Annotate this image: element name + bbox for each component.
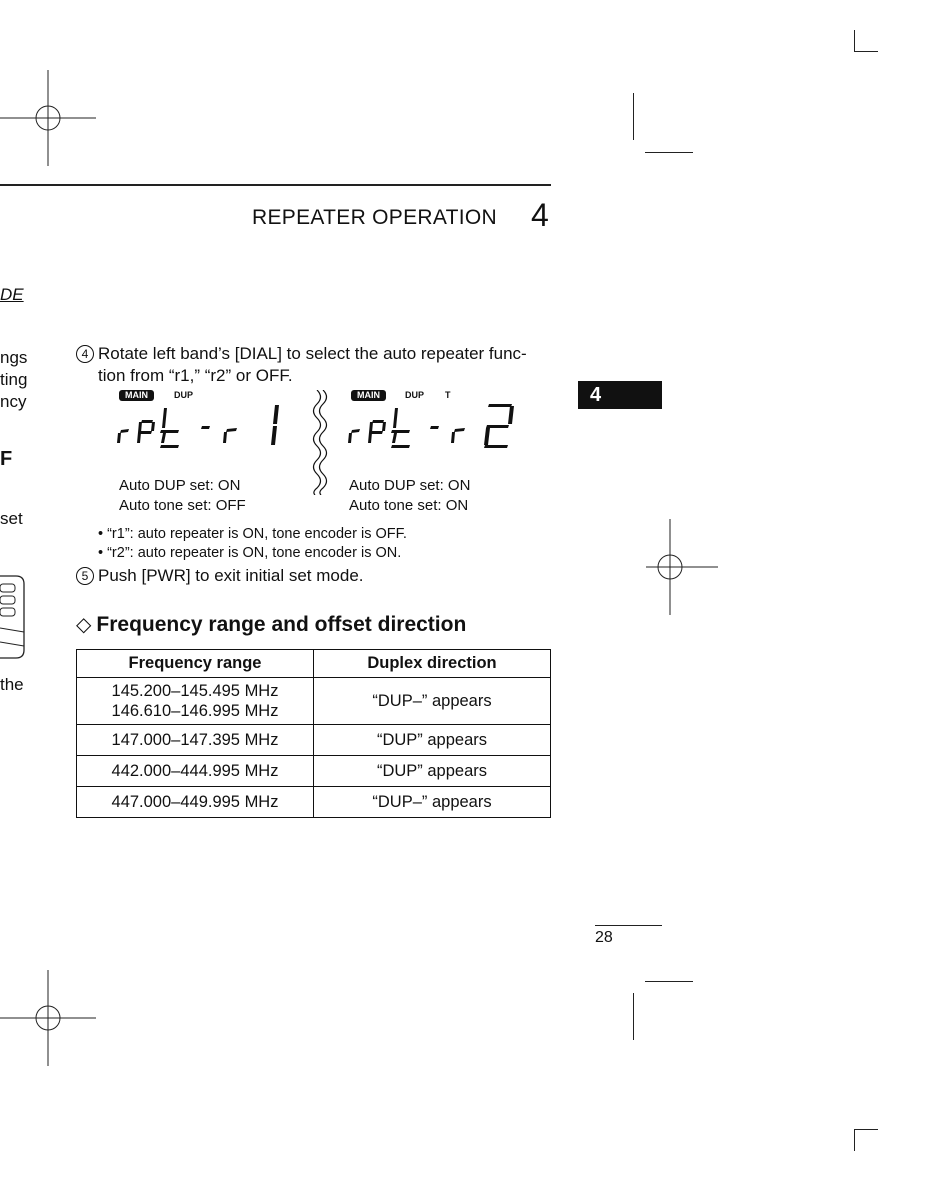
note-item: • “r2”: auto repeater is ON, tone encoder is ON. xyxy=(98,545,402,561)
radio-illustration xyxy=(0,572,28,662)
column-header: Frequency range xyxy=(77,650,314,678)
caption-line: Auto tone set: ON xyxy=(349,497,469,514)
crop-mark xyxy=(633,993,634,1040)
table-row xyxy=(77,787,551,818)
step-number: 5 xyxy=(76,567,94,585)
frequency-table xyxy=(76,649,551,818)
table-row xyxy=(77,678,551,725)
display-caption xyxy=(119,476,246,516)
note-item: • “r1”: auto repeater is ON, tone encoder is OFF. xyxy=(98,526,407,542)
chapter-tab: 4 xyxy=(578,381,662,409)
header-rule xyxy=(0,184,551,186)
table-row xyxy=(77,725,551,756)
column-header: Duplex direction xyxy=(314,650,551,678)
cut-text: the xyxy=(0,675,24,694)
tone-indicator: T xyxy=(445,390,451,400)
separator-wave xyxy=(312,390,332,495)
main-indicator: MAIN xyxy=(119,390,154,401)
dup-indicator: DUP xyxy=(405,390,425,400)
display-caption xyxy=(349,476,470,516)
step-5 xyxy=(76,565,364,587)
table-cell: “DUP–” appears xyxy=(314,678,551,725)
notes-list xyxy=(98,525,407,563)
step-text: tion from “r1,” “r2” or OFF. xyxy=(98,366,293,385)
cell-line: 145.200–145.495 MHz xyxy=(111,682,279,700)
step-text: Rotate left band’s [DIAL] to select the auto repeater func- xyxy=(98,344,527,363)
page-number-rule xyxy=(595,925,662,926)
dup-indicator: DUP xyxy=(174,390,194,400)
crop-mark xyxy=(854,51,878,52)
page-number: 28 xyxy=(595,929,613,946)
cut-text: ngs xyxy=(0,348,28,367)
diamond-icon: ◇ xyxy=(76,614,92,636)
cut-text: ncy xyxy=(0,392,27,411)
registration-mark-icon xyxy=(622,519,718,615)
crop-mark xyxy=(645,981,693,982)
crop-mark xyxy=(854,1129,855,1151)
cut-text: ting xyxy=(0,370,28,389)
registration-mark-icon xyxy=(0,70,96,166)
table-cell: 447.000–449.995 MHz xyxy=(77,787,314,818)
crop-mark xyxy=(633,93,634,140)
cut-text: DE xyxy=(0,285,24,304)
table-cell: 147.000–147.395 MHz xyxy=(77,725,314,756)
chapter-number: 4 xyxy=(531,197,549,233)
table-cell: 442.000–444.995 MHz xyxy=(77,756,314,787)
lcd-segment-display xyxy=(115,400,290,450)
step-text: Push [PWR] to exit initial set mode. xyxy=(98,566,364,585)
table-cell: “DUP–” appears xyxy=(314,787,551,818)
cut-text: set xyxy=(0,509,23,528)
crop-mark xyxy=(645,152,693,153)
table-cell: “DUP” appears xyxy=(314,725,551,756)
cell-line: 146.610–146.995 MHz xyxy=(111,702,279,720)
chapter-title: REPEATER OPERATION xyxy=(252,206,497,229)
table-row xyxy=(77,756,551,787)
step-4 xyxy=(76,343,556,387)
table-header-row xyxy=(77,650,551,678)
caption-line: Auto DUP set: ON xyxy=(119,477,241,494)
caption-line: Auto DUP set: ON xyxy=(349,477,471,494)
main-indicator: MAIN xyxy=(351,390,386,401)
crop-mark xyxy=(854,30,855,52)
section-title: Frequency range and offset direction xyxy=(96,613,467,636)
table-cell: “DUP” appears xyxy=(314,756,551,787)
registration-mark-icon xyxy=(0,970,96,1066)
cut-text: F xyxy=(0,448,13,470)
lcd-segment-display xyxy=(346,400,521,450)
caption-line: Auto tone set: OFF xyxy=(119,497,246,514)
step-number: 4 xyxy=(76,345,94,363)
table-cell xyxy=(77,678,314,725)
crop-mark xyxy=(854,1129,878,1130)
section-heading xyxy=(76,612,466,637)
